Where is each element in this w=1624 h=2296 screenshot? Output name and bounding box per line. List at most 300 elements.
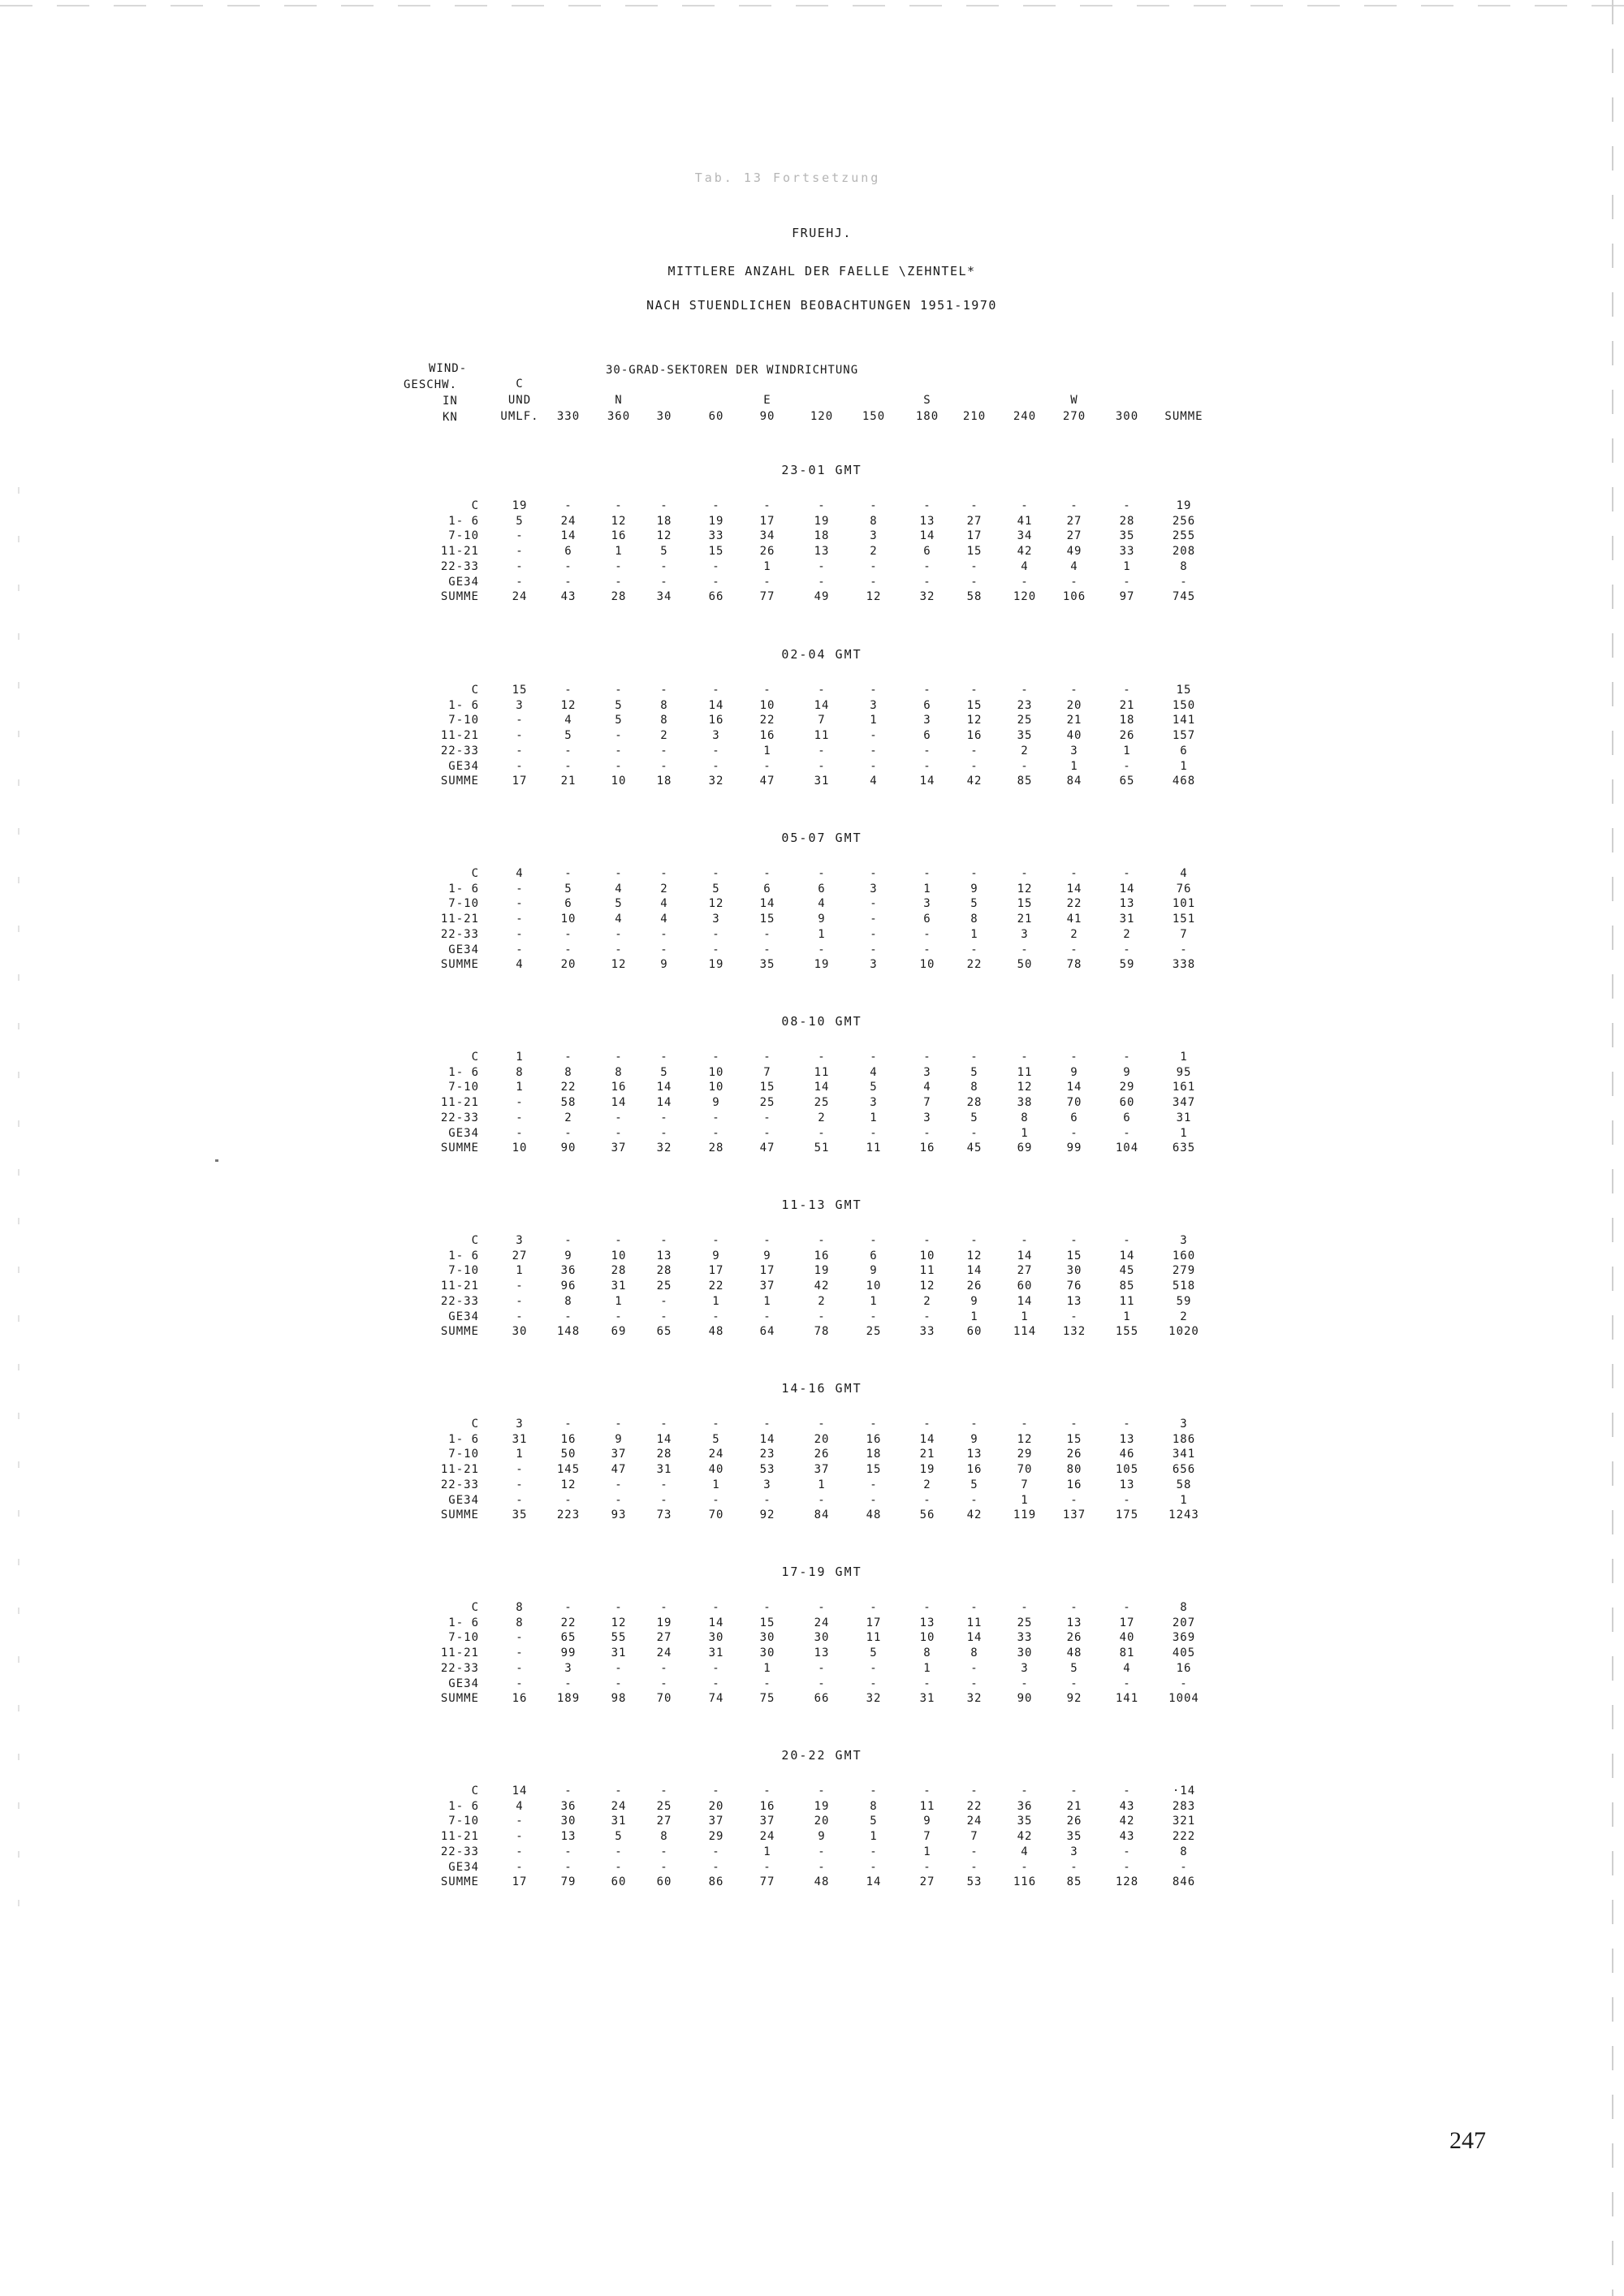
column-header: 60	[708, 410, 724, 423]
table-cell: 69	[1017, 1142, 1033, 1155]
column-header: W	[1070, 394, 1078, 407]
table-cell: -	[516, 1310, 524, 1323]
table-cell: 38	[1017, 1096, 1033, 1110]
page-number: 247	[1449, 2127, 1486, 2154]
table-cell: 29	[1017, 1448, 1033, 1461]
table-cell: 64	[759, 1325, 775, 1339]
table-cell: 65	[656, 1325, 672, 1339]
table-cell: 27	[919, 1875, 935, 1889]
table-cell: -	[516, 1815, 524, 1828]
table-cell: -	[564, 684, 572, 697]
column-header: N	[615, 394, 623, 407]
table-cell: -	[818, 759, 826, 773]
row-label: GE34	[448, 1677, 479, 1690]
table-cell: 1	[516, 1051, 524, 1064]
table-cell: 42	[1017, 1830, 1033, 1844]
table-cell: 12	[560, 698, 577, 712]
table-cell: -	[564, 744, 572, 757]
row-sum-cell: 256	[1172, 514, 1196, 528]
table-cell: 5	[516, 514, 524, 528]
table-cell: -	[870, 759, 878, 773]
table-cell: 2	[660, 882, 668, 896]
table-cell: 65	[560, 1631, 577, 1645]
row-sum-cell: 150	[1172, 698, 1196, 712]
table-cell: -	[818, 1860, 826, 1874]
table-cell: -	[870, 897, 878, 911]
table-cell: -	[615, 1601, 623, 1614]
table-cell: -	[712, 867, 720, 880]
table-row	[0, 1066, 1624, 1081]
row-sum-cell: 141	[1172, 714, 1196, 727]
row-sum-cell: 8	[1180, 559, 1188, 573]
table-cell: 12	[611, 958, 627, 972]
table-cell: -	[1070, 1860, 1078, 1874]
table-cell: 7	[1021, 1478, 1029, 1491]
table-cell: 4	[1021, 1845, 1029, 1858]
table-cell: -	[1021, 867, 1029, 880]
table-cell: 1	[923, 882, 931, 896]
table-cell: -	[818, 1785, 826, 1798]
table-cell: -	[615, 1111, 623, 1124]
table-cell: 14	[656, 1096, 672, 1110]
table-cell: 12	[1017, 882, 1033, 896]
row-label: 22-33	[440, 927, 479, 941]
table-cell: 6	[1123, 1111, 1131, 1124]
table-cell: 5	[712, 1432, 720, 1446]
table-cell: 60	[1119, 1096, 1135, 1110]
table-cell: -	[660, 1845, 668, 1858]
table-cell: 97	[1119, 590, 1135, 604]
table-cell: 14	[656, 1432, 672, 1446]
table-cell: 21	[1066, 714, 1082, 727]
table-cell: -	[516, 729, 524, 743]
row-label: 1- 6	[448, 1799, 479, 1813]
row-sum-cell: 745	[1172, 590, 1196, 604]
table-cell: 10	[919, 1249, 935, 1262]
table-cell: -	[615, 927, 623, 941]
table-cell: -	[564, 1860, 572, 1874]
table-cell: -	[970, 759, 978, 773]
table-row	[0, 1616, 1624, 1632]
table-cell: -	[660, 1860, 668, 1874]
table-cell: -	[516, 1478, 524, 1491]
table-cell: 15	[708, 545, 724, 559]
row-label: 7-10	[448, 1448, 479, 1461]
table-cell: -	[615, 1677, 623, 1690]
table-row	[0, 1861, 1624, 1876]
table-cell: 1	[763, 559, 771, 573]
table-cell: -	[870, 1310, 878, 1323]
row-label: SUMME	[440, 1875, 479, 1889]
table-row	[0, 1081, 1624, 1096]
table-cell: -	[660, 499, 668, 512]
table-cell: -	[870, 575, 878, 589]
table-cell: 27	[1066, 514, 1082, 528]
row-sum-cell: 279	[1172, 1264, 1196, 1278]
row-label: SUMME	[440, 1142, 479, 1155]
table-cell: 1	[970, 1310, 978, 1323]
table-cell: 1	[615, 545, 623, 559]
table-cell: 5	[615, 714, 623, 727]
table-cell: -	[615, 1493, 623, 1507]
table-cell: -	[660, 867, 668, 880]
table-cell: 51	[814, 1142, 830, 1155]
table-cell: 12	[656, 529, 672, 543]
row-label: 22-33	[440, 744, 479, 757]
table-cell: 23	[1017, 698, 1033, 712]
row-label: 22-33	[440, 1845, 479, 1858]
table-cell: -	[615, 1860, 623, 1874]
table-cell: 79	[560, 1875, 577, 1889]
table-cell: -	[923, 1860, 931, 1874]
table-cell: 74	[708, 1692, 724, 1706]
table-cell: 15	[1066, 1432, 1082, 1446]
table-cell: -	[818, 1493, 826, 1507]
table-cell: 45	[966, 1142, 983, 1155]
table-cell: 2	[564, 1111, 572, 1124]
table-cell: 17	[866, 1616, 882, 1629]
table-cell: 11	[919, 1264, 935, 1278]
table-cell: 1	[763, 1294, 771, 1308]
table-cell: 5	[870, 1081, 878, 1094]
table-cell: 24	[656, 1646, 672, 1660]
table-row	[0, 867, 1624, 883]
table-cell: -	[660, 1418, 668, 1431]
row-sum-cell: 518	[1172, 1280, 1196, 1293]
row-sum-cell: 160	[1172, 1249, 1196, 1262]
table-cell: 22	[708, 1280, 724, 1293]
table-cell: 3	[1070, 744, 1078, 757]
table-cell: -	[516, 1493, 524, 1507]
table-cell: -	[615, 499, 623, 512]
table-cell: -	[712, 575, 720, 589]
table-cell: 50	[560, 1448, 577, 1461]
table-cell: 11	[1119, 1294, 1135, 1308]
table-cell: -	[660, 684, 668, 697]
table-cell: 27	[656, 1631, 672, 1645]
table-cell: 43	[1119, 1830, 1135, 1844]
table-cell: -	[763, 1234, 771, 1247]
table-cell: -	[712, 1051, 720, 1064]
table-cell: -	[763, 1601, 771, 1614]
table-cell: 9	[1123, 1065, 1131, 1079]
table-cell: 28	[656, 1264, 672, 1278]
time-block-title: 14-16 GMT	[781, 1381, 862, 1396]
table-cell: 21	[1066, 1799, 1082, 1813]
row-label: 1- 6	[448, 1065, 479, 1079]
table-cell: -	[615, 559, 623, 573]
table-cell: 26	[1066, 1631, 1082, 1645]
table-cell: 26	[759, 545, 775, 559]
table-cell: 148	[556, 1325, 581, 1339]
table-cell: -	[870, 867, 878, 880]
table-cell: 14	[560, 529, 577, 543]
row-label: C	[471, 1601, 479, 1614]
row-label: 22-33	[440, 1111, 479, 1124]
table-cell: 106	[1062, 590, 1086, 604]
column-header: UMLF.	[500, 410, 539, 423]
table-cell: 60	[1017, 1280, 1033, 1293]
table-cell: 2	[923, 1294, 931, 1308]
row-sum-cell: 58	[1176, 1478, 1192, 1491]
table-cell: -	[564, 1418, 572, 1431]
table-cell: 19	[708, 958, 724, 972]
table-cell: 28	[656, 1448, 672, 1461]
table-cell: -	[564, 759, 572, 773]
table-row	[0, 1478, 1624, 1494]
table-cell: -	[564, 927, 572, 941]
table-cell: 1	[516, 1448, 524, 1461]
table-cell: 70	[708, 1508, 724, 1522]
table-cell: -	[660, 1126, 668, 1140]
table-cell: 37	[708, 1815, 724, 1828]
table-cell: -	[970, 1661, 978, 1675]
column-header: 90	[759, 410, 775, 423]
table-cell: 13	[1119, 897, 1135, 911]
table-cell: 3	[923, 1111, 931, 1124]
table-cell: -	[1021, 499, 1029, 512]
row-sum-cell: 635	[1172, 1142, 1196, 1155]
row-label: SUMME	[440, 1325, 479, 1339]
table-cell: -	[712, 1661, 720, 1675]
table-cell: 15	[759, 1081, 775, 1094]
table-row	[0, 1096, 1624, 1111]
table-cell: -	[870, 927, 878, 941]
table-cell: -	[615, 1418, 623, 1431]
row-sum-cell: -	[1180, 1677, 1188, 1690]
table-cell: 14	[919, 1432, 935, 1446]
row-sum-cell: -	[1180, 575, 1188, 589]
row-sum-cell: 208	[1172, 545, 1196, 559]
table-cell: 32	[966, 1692, 983, 1706]
table-cell: 16	[759, 1799, 775, 1813]
table-cell: 42	[814, 1280, 830, 1293]
table-cell: 14	[1017, 1294, 1033, 1308]
table-cell: 40	[708, 1463, 724, 1477]
row-sum-cell: 2	[1180, 1310, 1188, 1323]
table-cell: -	[1070, 684, 1078, 697]
table-cell: -	[1070, 1493, 1078, 1507]
table-cell: 4	[564, 714, 572, 727]
table-cell: 8	[660, 714, 668, 727]
table-cell: -	[615, 744, 623, 757]
table-cell: 24	[708, 1448, 724, 1461]
table-cell: 37	[611, 1142, 627, 1155]
table-cell: 28	[966, 1096, 983, 1110]
time-block-title: 17-19 GMT	[781, 1564, 862, 1579]
table-row	[0, 897, 1624, 913]
table-cell: -	[1070, 1677, 1078, 1690]
table-cell: -	[712, 559, 720, 573]
table-cell: 104	[1115, 1142, 1139, 1155]
table-cell: 24	[512, 590, 528, 604]
table-cell: 31	[656, 1463, 672, 1477]
table-cell: 35	[759, 958, 775, 972]
row-sum-cell: 157	[1172, 729, 1196, 743]
table-cell: 3	[564, 1661, 572, 1675]
table-cell: -	[1123, 1493, 1131, 1507]
table-cell: 14	[1066, 1081, 1082, 1094]
table-cell: 30	[814, 1631, 830, 1645]
row-label: 11-21	[440, 545, 479, 559]
table-cell: -	[970, 559, 978, 573]
table-cell: -	[923, 499, 931, 512]
table-cell: 15	[759, 1616, 775, 1629]
row-sum-cell: 405	[1172, 1646, 1196, 1660]
table-row	[0, 529, 1624, 545]
row-sum-cell: 1	[1180, 759, 1188, 773]
table-cell: 84	[1066, 775, 1082, 788]
table-cell: 9	[870, 1264, 878, 1278]
table-cell: 99	[560, 1646, 577, 1660]
row-sum-cell: 369	[1172, 1631, 1196, 1645]
table-cell: 10	[512, 1142, 528, 1155]
table-cell: -	[923, 759, 931, 773]
table-cell: -	[1123, 1785, 1131, 1798]
table-cell: -	[763, 1785, 771, 1798]
table-cell: -	[870, 1051, 878, 1064]
table-cell: 2	[1021, 744, 1029, 757]
table-cell: 15	[966, 545, 983, 559]
row-label: C	[471, 499, 479, 512]
table-cell: 4	[516, 867, 524, 880]
table-cell: -	[923, 1418, 931, 1431]
table-cell: 93	[611, 1508, 627, 1522]
table-cell: 105	[1115, 1463, 1139, 1477]
row-sum-cell: 76	[1176, 882, 1192, 896]
table-cell: 40	[1119, 1631, 1135, 1645]
table-cell: 3	[1021, 927, 1029, 941]
column-header: C	[516, 378, 524, 391]
row-label: 11-21	[440, 1646, 479, 1660]
table-row	[0, 943, 1624, 959]
table-cell: 145	[556, 1463, 581, 1477]
table-cell: 10	[708, 1081, 724, 1094]
row-label: C	[471, 867, 479, 880]
table-cell: 6	[564, 545, 572, 559]
table-cell: 8	[870, 514, 878, 528]
table-cell: 48	[866, 1508, 882, 1522]
time-block-title: 08-10 GMT	[781, 1014, 862, 1029]
table-row	[0, 913, 1624, 928]
table-cell: -	[615, 943, 623, 956]
table-cell: 16	[611, 1081, 627, 1094]
table-cell: 31	[814, 775, 830, 788]
table-row	[0, 1845, 1624, 1861]
table-cell: -	[1070, 1051, 1078, 1064]
table-cell: -	[712, 759, 720, 773]
table-row	[0, 499, 1624, 515]
table-cell: 43	[560, 590, 577, 604]
row-label: 1- 6	[448, 1616, 479, 1629]
row-label: 7-10	[448, 714, 479, 727]
table-cell: -	[870, 744, 878, 757]
table-cell: 14	[866, 1875, 882, 1889]
table-cell: 58	[966, 590, 983, 604]
table-cell: -	[660, 1478, 668, 1491]
table-cell: 4	[615, 882, 623, 896]
table-cell: -	[516, 559, 524, 573]
table-cell: 34	[759, 529, 775, 543]
table-cell: -	[923, 1601, 931, 1614]
table-cell: 22	[1066, 897, 1082, 911]
row-sum-cell: 8	[1180, 1845, 1188, 1858]
table-cell: 47	[759, 775, 775, 788]
table-cell: 15	[966, 698, 983, 712]
table-cell: -	[712, 499, 720, 512]
table-row	[0, 545, 1624, 560]
table-cell: 8	[970, 1081, 978, 1094]
table-cell: 14	[1119, 882, 1135, 896]
table-cell: -	[660, 1661, 668, 1675]
table-cell: 15	[512, 684, 528, 697]
table-cell: 16	[966, 1463, 983, 1477]
table-cell: 77	[759, 590, 775, 604]
table-cell: -	[516, 1661, 524, 1675]
table-cell: 3	[870, 882, 878, 896]
time-block-title: 02-04 GMT	[781, 647, 862, 662]
row-label: GE34	[448, 1493, 479, 1507]
table-cell: -	[516, 744, 524, 757]
table-cell: 33	[1119, 545, 1135, 559]
table-cell: 42	[966, 1508, 983, 1522]
table-cell: 5	[660, 545, 668, 559]
table-cell: -	[660, 759, 668, 773]
table-row	[0, 775, 1624, 790]
row-label: 11-21	[440, 1830, 479, 1844]
table-cell: 33	[708, 529, 724, 543]
table-cell: -	[660, 559, 668, 573]
table-cell: 16	[1066, 1478, 1082, 1491]
table-cell: 92	[1066, 1692, 1082, 1706]
table-cell: 49	[1066, 545, 1082, 559]
table-cell: 15	[759, 913, 775, 926]
table-cell: -	[763, 1126, 771, 1140]
table-cell: 8	[615, 1065, 623, 1079]
table-cell: -	[818, 1234, 826, 1247]
table-cell: 24	[611, 1799, 627, 1813]
table-cell: -	[615, 1310, 623, 1323]
table-cell: 19	[814, 958, 830, 972]
column-header: SUMME	[1164, 410, 1203, 423]
table-cell: 9	[660, 958, 668, 972]
table-cell: -	[564, 1051, 572, 1064]
table-cell: 35	[1017, 729, 1033, 743]
table-cell: 17	[759, 1264, 775, 1278]
table-cell: 9	[615, 1432, 623, 1446]
table-row	[0, 1662, 1624, 1677]
table-cell: 4	[1070, 559, 1078, 573]
table-cell: -	[564, 1845, 572, 1858]
row-sum-cell: 347	[1172, 1096, 1196, 1110]
table-row	[0, 576, 1624, 591]
table-cell: 30	[512, 1325, 528, 1339]
table-cell: 37	[814, 1463, 830, 1477]
table-cell: -	[564, 1601, 572, 1614]
table-cell: 35	[512, 1508, 528, 1522]
table-cell: 3	[1021, 1661, 1029, 1675]
table-cell: 36	[560, 1264, 577, 1278]
table-cell: 30	[1017, 1646, 1033, 1660]
table-cell: 1	[923, 1661, 931, 1675]
table-cell: -	[615, 1785, 623, 1798]
table-cell: 98	[611, 1692, 627, 1706]
table-cell: -	[516, 575, 524, 589]
table-cell: 141	[1115, 1692, 1139, 1706]
table-row	[0, 515, 1624, 530]
row-label: 7-10	[448, 1815, 479, 1828]
header-super-title: 30-GRAD-SEKTOREN DER WINDRICHTUNG	[606, 364, 859, 377]
